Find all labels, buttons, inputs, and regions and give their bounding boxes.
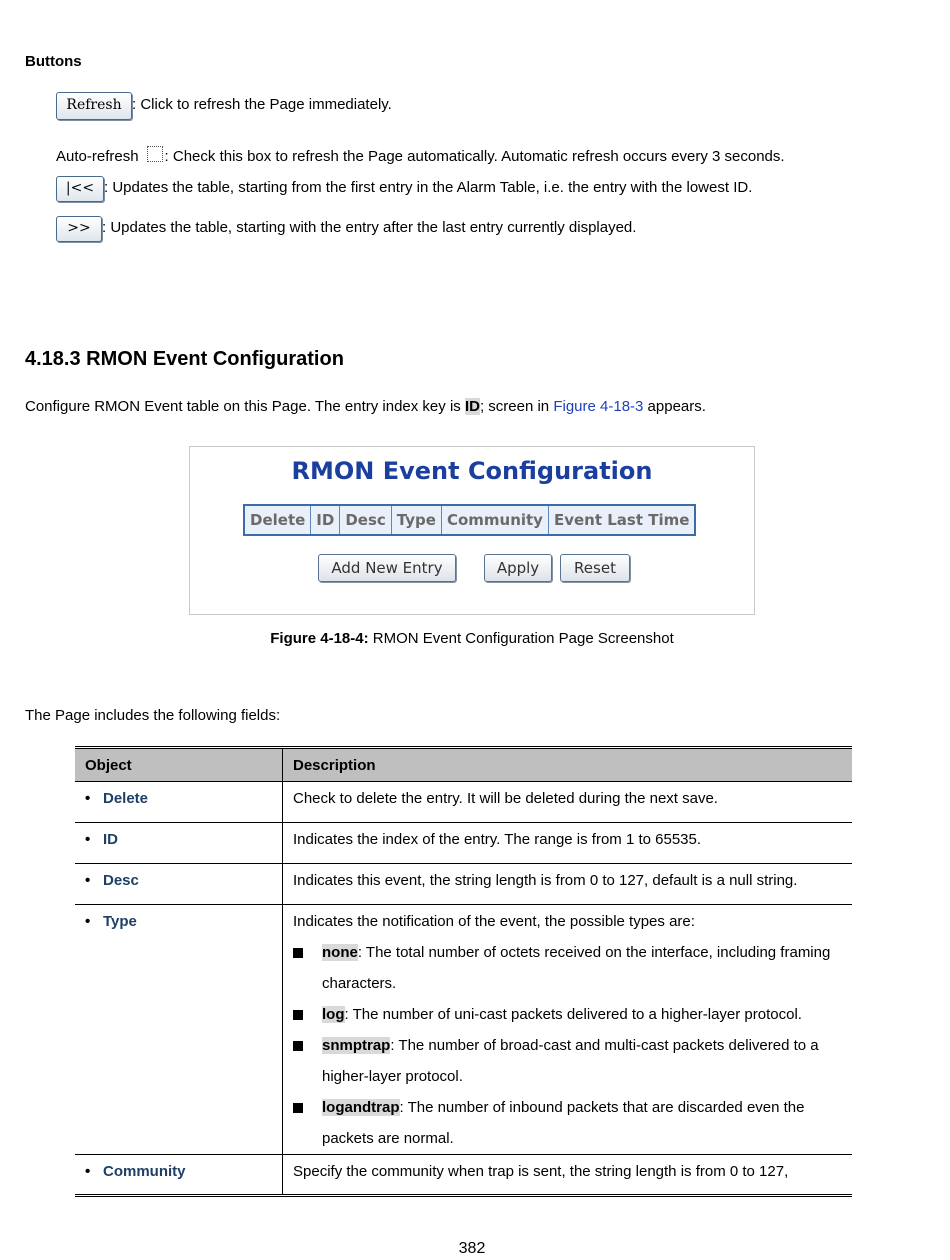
description-cell xyxy=(283,905,853,1155)
object-cell: • Desc xyxy=(75,864,283,905)
intro-key: ID xyxy=(464,398,480,415)
type-intro: Indicates the notification of the event, the possible types are: xyxy=(293,913,695,930)
description-cell: Check to delete the entry. It will be deleted during the next save. xyxy=(283,782,853,823)
next-page-button[interactable]: >> xyxy=(56,216,102,242)
table-row xyxy=(75,864,852,905)
screenshot-figure xyxy=(189,446,755,615)
buttons-heading: Buttons xyxy=(25,53,82,70)
object-cell: • ID xyxy=(75,823,283,864)
object-name: Type xyxy=(103,913,137,930)
option-text: : The number of uni-cast packets delivered to a higher-layer protocol. xyxy=(344,1006,802,1023)
section-intro xyxy=(25,398,706,415)
fields-table-header xyxy=(75,748,852,782)
list-item xyxy=(293,999,842,1030)
object-name: ID xyxy=(103,831,118,848)
refresh-button[interactable]: Refresh xyxy=(56,92,132,120)
description-cell: Indicates the index of the entry. The range is from 1 to 65535. xyxy=(283,823,853,864)
intro-text: Configure RMON Event table on this Page. The entry index key is xyxy=(25,398,465,415)
object-name: Delete xyxy=(103,790,149,807)
event-table-header xyxy=(244,505,695,535)
option-text: : The number of inbound packets that are discarded even the packets are normal. xyxy=(322,1099,805,1147)
next-page-line xyxy=(56,216,636,242)
table-row xyxy=(75,823,852,864)
figure-caption xyxy=(0,630,944,647)
add-new-entry-button[interactable]: Add New Entry xyxy=(318,554,456,582)
first-page-line xyxy=(56,176,752,202)
event-table xyxy=(243,504,696,536)
table-row xyxy=(75,782,852,823)
type-options-list xyxy=(293,937,842,1154)
intro-after: appears. xyxy=(643,398,706,415)
reset-button[interactable]: Reset xyxy=(560,554,630,582)
header-description: Description xyxy=(283,748,853,782)
figure-title: RMON Event Configuration xyxy=(291,457,653,485)
object-name: Desc xyxy=(103,872,139,889)
autorefresh-description: : Check this box to refresh the Page automatically. Automatic refresh occurs every 3 seconds. xyxy=(164,148,785,165)
col-type: Type xyxy=(391,505,441,535)
fields-table xyxy=(75,746,852,1197)
description-cell: Specify the community when trap is sent, the string length is from 0 to 127, xyxy=(283,1155,853,1196)
list-item xyxy=(293,937,842,999)
autorefresh-checkbox[interactable] xyxy=(147,146,163,162)
fields-intro: The Page includes the following fields: xyxy=(25,707,281,724)
object-name: Community xyxy=(103,1163,186,1180)
table-row xyxy=(75,1155,852,1196)
first-page-description: : Updates the table, starting from the first entry in the Alarm Table, i.e. the entry with the lowest ID. xyxy=(104,179,753,196)
first-page-button[interactable]: |<< xyxy=(56,176,104,202)
col-event-last-time: Event Last Time xyxy=(548,505,695,535)
section-title: 4.18.3 RMON Event Configuration xyxy=(25,348,344,370)
object-cell: • Type xyxy=(75,905,283,1155)
header-object: Object xyxy=(75,748,283,782)
option-term: none xyxy=(322,944,358,961)
apply-button[interactable]: Apply xyxy=(484,554,552,582)
next-page-description: : Updates the table, starting with the entry after the last entry currently displayed. xyxy=(102,219,637,236)
object-cell: • Community xyxy=(75,1155,283,1196)
description-cell: Indicates this event, the string length is from 0 to 127, default is a null string. xyxy=(283,864,853,905)
figure-link[interactable]: Figure 4-18-3 xyxy=(553,398,644,415)
refresh-description: : Click to refresh the Page immediately. xyxy=(132,96,392,113)
option-term: logandtrap xyxy=(322,1099,400,1116)
autorefresh-line xyxy=(56,146,785,165)
intro-middle: ; screen in xyxy=(479,398,554,415)
option-term: snmptrap xyxy=(322,1037,391,1054)
col-delete: Delete xyxy=(244,505,311,535)
col-community: Community xyxy=(441,505,548,535)
page-number: 382 xyxy=(458,1240,486,1257)
option-text: : The total number of octets received on the interface, including framing characters. xyxy=(322,944,831,992)
refresh-line xyxy=(56,92,392,120)
caption-label: Figure 4-18-4: xyxy=(270,630,369,647)
caption-text: RMON Event Configuration Page Screenshot xyxy=(368,630,674,647)
list-item xyxy=(293,1030,842,1092)
list-item xyxy=(293,1092,842,1154)
option-term: log xyxy=(322,1006,345,1023)
autorefresh-label: Auto-refresh xyxy=(56,148,139,165)
table-row xyxy=(75,905,852,1155)
col-id: ID xyxy=(311,505,340,535)
option-text: : The number of broad-cast and multi-cast packets delivered to a higher-layer protocol. xyxy=(322,1037,819,1085)
object-cell: • Delete xyxy=(75,782,283,823)
col-desc: Desc xyxy=(340,505,391,535)
